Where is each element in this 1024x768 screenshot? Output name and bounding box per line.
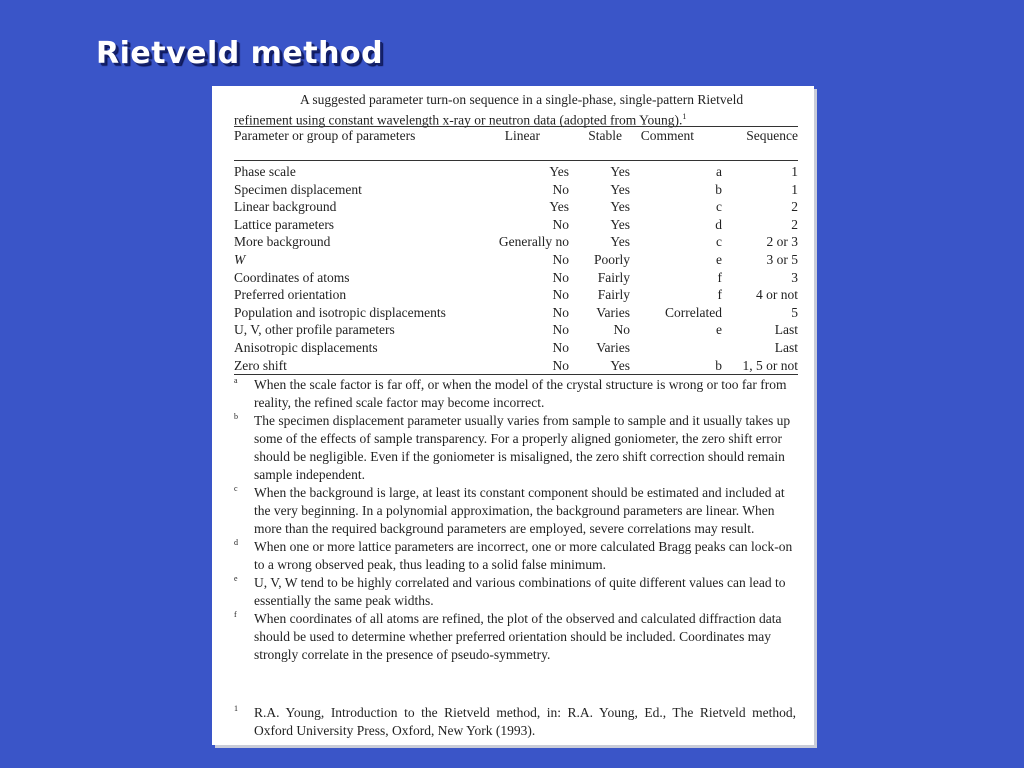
cell-param: Population and isotropic displacements [234,304,446,320]
table-caption [234,91,794,129]
cell-param: Zero shift [234,357,287,373]
table-row [234,321,798,339]
cell-param: Preferred orientation [234,287,347,303]
caption-text: A suggested parameter turn-on sequence in a single-phase, single-pattern Rietveld refinement using constant wavelength x-ray or neutron data (adopted from Young). [234,92,744,128]
footnotes [234,376,796,664]
footnote-text: When coordinates of all atoms are refined, the plot of the observed and calculated diffraction data should be used to determine whether preferred orientation should be included. Coordinates may strongly correlate in the presence of pseudo-symmetry. [254,611,782,662]
cell-stable: Yes [610,216,630,232]
cell-stable: Yes [610,164,630,179]
header-linear: Linear [504,128,540,143]
table-row [234,286,798,304]
cell-linear: Yes [549,164,569,179]
cell-param: Coordinates of atoms [234,269,350,285]
cell-param: More background [234,234,331,250]
table-page [212,86,814,745]
cell-param: U, V, other profile parameters [234,322,395,338]
cell-sequence: Last [774,322,798,338]
header-stable: Stable [588,128,622,143]
cell-linear: Yes [549,199,569,215]
cell-linear: No [552,340,569,355]
header-param: Parameter or group of parameters [234,128,416,143]
cell-stable: No [613,322,630,338]
table-row [234,198,798,216]
table-bottom-rule [234,374,798,375]
table-row [234,216,798,234]
cell-param: Linear background [234,199,337,215]
cell-sequence: 4 or not [756,287,798,303]
cell-comment: c [716,199,722,215]
cell-stable: Yes [610,181,630,197]
header-sequence: Sequence [746,128,798,143]
cell-comment: b [715,357,722,373]
cell-stable: Fairly [597,287,630,303]
cell-comment: f [717,269,722,285]
cell-param: Anisotropic displacements [234,340,378,355]
header-bottom-rule [234,160,798,161]
cell-sequence: 2 [791,216,798,232]
cell-comment: Correlated [665,304,722,320]
cell-sequence: 2 [791,199,798,215]
cell-comment: c [716,234,722,250]
footnote-text: When the scale factor is far off, or when the model of the crystal structure is wrong or too far from reality, the refined scale factor may become incorrect. [254,377,787,410]
table-row [234,163,798,181]
reference-mark: 1 [234,704,238,713]
cell-param: Lattice parameters [234,216,335,232]
cell-sequence: 1 [791,164,798,179]
footnote-b [234,412,796,484]
footnote-e [234,574,796,610]
reference-text: R.A. Young, Introduction to the Rietveld method, in: R.A. Young, Ed., The Rietveld method, Oxford University Press, Oxford, New York (1993). [254,705,796,738]
cell-stable: Yes [610,357,630,373]
cell-stable: Fairly [597,269,630,285]
footnote-text: When one or more lattice parameters are incorrect, one or more calculated Bragg peaks can lock-on to a wrong observed peak, thus leading to a solid false minimum. [254,539,793,572]
table-row [234,357,798,375]
cell-comment: f [717,287,722,303]
cell-linear: No [552,287,569,303]
header-comment: Comment [640,128,694,143]
slide-title: Rietveld method [96,36,384,71]
cell-linear: Generally no [498,234,569,250]
footnote-f [234,610,796,664]
cell-sequence: Last [774,340,798,355]
footnote-c [234,484,796,538]
table-row [234,181,798,199]
cell-stable: Varies [596,304,630,320]
footnote-text: The specimen displacement parameter usually varies from sample to sample and it usually takes up some of the effects of sample transparency. For a properly aligned goniometer, the zero shift error should be negligible. Even if the goniometer is misaligned, the zero shift correction should remain sample independent. [254,413,791,482]
footnote-mark: d [234,538,238,547]
cell-comment: d [715,216,722,232]
cell-stable: Varies [596,340,630,355]
header-row [234,127,798,145]
table-row [234,251,798,269]
cell-sequence: 3 or 5 [766,252,798,267]
table-row [234,339,798,357]
cell-sequence: 5 [791,304,798,320]
footnote-mark: b [234,412,238,421]
cell-linear: No [552,322,569,338]
cell-linear: No [552,304,569,320]
cell-linear: No [552,252,569,267]
cell-comment: e [716,252,722,267]
footnote-text: When the background is large, at least its constant component should be estimated and included at the very beginning. In a polynomial approximation, the background parameters are linear. When more than the required background parameters are employed, severe correlations may result. [254,485,785,536]
cell-stable: Yes [610,234,630,250]
footnote-mark: a [234,376,238,385]
cell-stable: Poorly [593,252,630,267]
table-row [234,269,798,287]
cell-param: Phase scale [234,164,296,179]
cell-comment: e [716,322,722,338]
cell-linear: No [552,357,569,373]
table-row [234,304,798,322]
footnote-mark: c [234,484,238,493]
cell-param: W [234,252,246,267]
footnote-mark: e [234,574,238,583]
table-row [234,233,798,251]
cell-sequence: 1 [791,181,798,197]
cell-linear: No [552,181,569,197]
footnote-a [234,376,796,412]
cell-linear: No [552,269,569,285]
cell-linear: No [552,216,569,232]
reference [234,704,796,740]
caption-ref-mark: 1 [682,112,687,121]
cell-comment: b [715,181,722,197]
cell-stable: Yes [610,199,630,215]
cell-comment: a [716,164,722,179]
cell-param: Specimen displacement [234,181,362,197]
cell-sequence: 3 [791,269,798,285]
footnote-mark: f [234,610,237,619]
footnote-text: U, V, W tend to be highly correlated and various combinations of quite different values can lead to essentially the same peak widths. [254,575,786,608]
footnote-d [234,538,796,574]
cell-sequence: 1, 5 or not [742,357,798,373]
cell-sequence: 2 or 3 [766,234,798,250]
